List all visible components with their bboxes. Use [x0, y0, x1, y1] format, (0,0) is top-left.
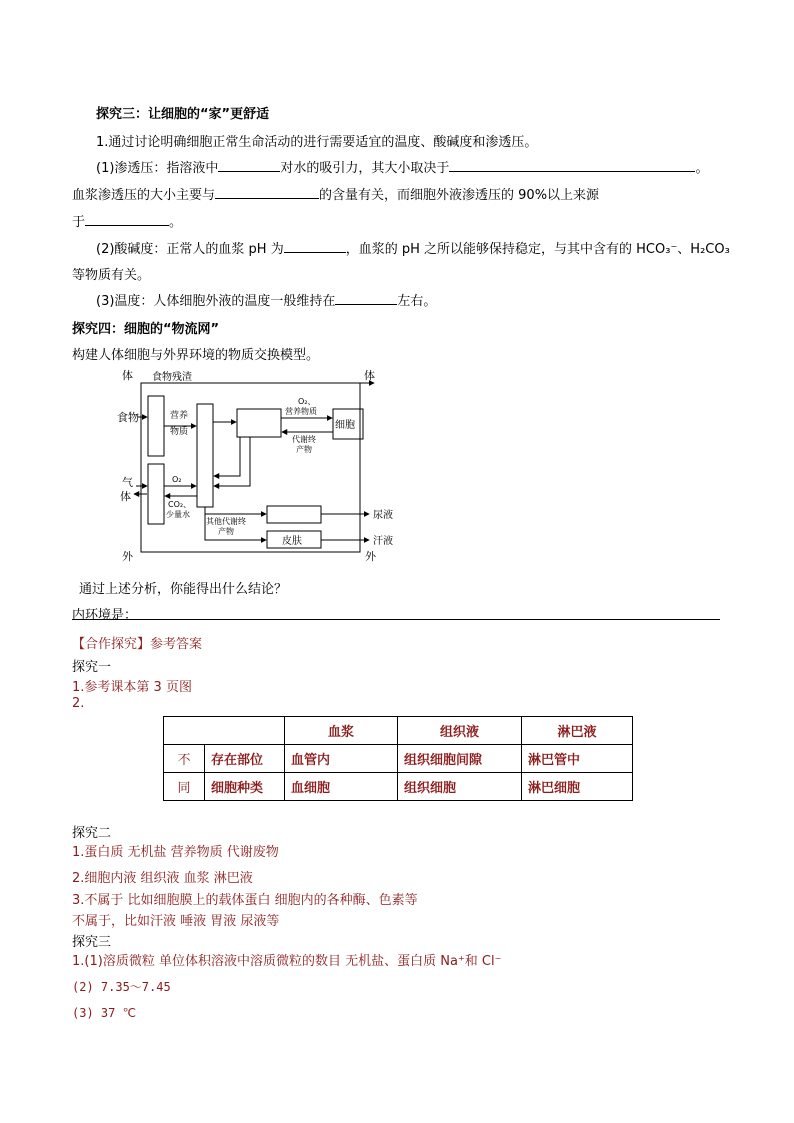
section4-title: 探究四：细胞的“物流网”: [72, 322, 220, 337]
section3-p1: 1.通过讨论明确细胞正常生命活动的进行需要适宜的温度、酸碱度和渗透压。: [96, 135, 538, 150]
table-row: [164, 773, 633, 801]
table-row-label: 细胞种类: [205, 773, 285, 801]
ph-line: [96, 238, 730, 257]
diagram-nutrients-2: 物质: [170, 427, 189, 437]
diagram-other-2: 产物: [218, 527, 234, 536]
answer-line: [72, 619, 720, 620]
plasma-text-c: 于: [72, 215, 86, 230]
diagram-metab-1: 代谢终: [292, 435, 316, 444]
diagram-ti-right: 体: [364, 369, 375, 382]
diagram-o2: O₂: [172, 475, 182, 484]
comparison-table: [163, 716, 633, 801]
plasma-line-2: [72, 211, 182, 230]
explore3-item1: 1.(1)溶质微粒 单位体积溶液中溶质微粒的数目 无机盐、蛋白质 Na⁺和 Cl⁻: [72, 954, 502, 969]
temperature-line: [96, 290, 436, 309]
explore1-item1: 1.参考课本第 3 页图: [72, 680, 192, 695]
explore2-item1: 1.蛋白质 无机盐 营养物质 代谢废物: [72, 845, 279, 860]
diagram-wai-left: 外: [122, 550, 133, 562]
osmotic-label: (1)渗透压：指溶液中: [96, 161, 219, 176]
explore3-heading: 探究三: [72, 935, 112, 950]
diagram-metab-2: 产物: [296, 445, 312, 454]
diagram-cell: 细胞: [335, 420, 355, 431]
diagram-gas-2: 体: [120, 490, 131, 503]
diagram-food: 食物: [117, 411, 139, 424]
material-exchange-diagram: [115, 366, 415, 562]
blank-4: [85, 211, 169, 226]
table-corner-cell: [164, 717, 285, 745]
diagram-skin: 皮肤: [282, 536, 302, 547]
table-row-label: 存在部位: [205, 745, 285, 773]
table-cell: 淋巴细胞: [522, 773, 633, 801]
diagram-nutrients: 营养: [170, 411, 189, 421]
diagram-sweat: 汗液: [373, 536, 393, 547]
ph-line-2: 等物质有关。: [72, 268, 151, 283]
table-row: [164, 745, 633, 773]
table-header: 淋巴液: [522, 717, 633, 745]
table-diff-cell-1: 不: [164, 745, 205, 773]
ph-text-a: (2)酸碱度：正常人的血浆 pH 为: [96, 242, 284, 257]
plasma-text-b: 的含量有关，而细胞外液渗透压的 90%以上来源: [319, 188, 600, 203]
explore2-item4: 不属于，比如汗液 唾液 胃液 尿液等: [72, 914, 280, 929]
diagram-o2-nutr-2: 营养物质: [285, 407, 317, 416]
table-cell: 组织细胞间隙: [398, 745, 522, 773]
table-cell: 血管内: [285, 745, 398, 773]
osmotic-line: [96, 157, 708, 176]
diagram-ti-top: 体: [122, 369, 133, 382]
section4-question: 通过上述分析，你能得出什么结论？: [79, 582, 288, 597]
plasma-text-d: 。: [169, 215, 183, 230]
plasma-text-a: 血浆渗透压的大小主要与: [72, 188, 216, 203]
explore1-heading: 探究一: [72, 660, 112, 675]
table-header: 血浆: [285, 717, 398, 745]
explore2-item2: 2.细胞内液 组织液 血浆 淋巴液: [72, 871, 253, 886]
table-diff-cell-2: 同: [164, 773, 205, 801]
inner-environment-label: 内环境是：: [72, 608, 138, 623]
temp-text-b: 左右。: [397, 294, 437, 309]
plasma-line: [72, 184, 599, 203]
explore2-item3: 3.不属于 比如细胞膜上的载体蛋白 细胞内的各种酶、色素等: [72, 893, 418, 908]
temp-text-a: (3)温度：人体细胞外液的温度一般维持在: [96, 294, 336, 309]
table-header: 组织液: [398, 717, 522, 745]
blank-6: [335, 290, 397, 305]
diagram-wai-right: 外: [365, 550, 376, 562]
explore2-heading: 探究二: [72, 826, 112, 841]
diagram-o2-nutr-1: O₂、: [298, 397, 316, 406]
blank-2: [449, 157, 695, 172]
diagram-gas-1: 气: [122, 476, 133, 489]
explore1-item2: 2.: [72, 696, 85, 711]
blank-5: [284, 238, 346, 253]
section4-subtitle: 构建人体细胞与外界环境的物质交换模型。: [72, 348, 320, 363]
osmotic-mid: 对水的吸引力，其大小取决于: [280, 161, 450, 176]
table-cell: 淋巴管中: [522, 745, 633, 773]
table-cell: 血细胞: [285, 773, 398, 801]
blank-1: [218, 157, 280, 172]
diagram-urine: 尿液: [373, 510, 393, 521]
diagram-co2-2: 少量水: [166, 510, 190, 519]
explore3-item3: (3) 37 ℃: [72, 1006, 137, 1020]
diagram-co2-1: CO₂、: [168, 500, 192, 509]
blank-3: [215, 184, 319, 199]
ph-text-b: ，血浆的 pH 之所以能够保持稳定，与其中含有的 HCO₃⁻、H₂CO₃: [345, 242, 730, 257]
table-cell: 组织细胞: [398, 773, 522, 801]
diagram-food-residue: 食物残渣: [152, 372, 192, 383]
diagram-other-1: 其他代谢终: [206, 517, 246, 526]
answers-title: 【合作探究】参考答案: [72, 637, 203, 652]
explore3-item2: (2) 7.35～7.45: [72, 980, 171, 994]
table-header-row: [164, 717, 633, 745]
section3-title: 探究三：让细胞的“家”更舒适: [96, 107, 270, 122]
osmotic-end: 。: [695, 161, 709, 176]
